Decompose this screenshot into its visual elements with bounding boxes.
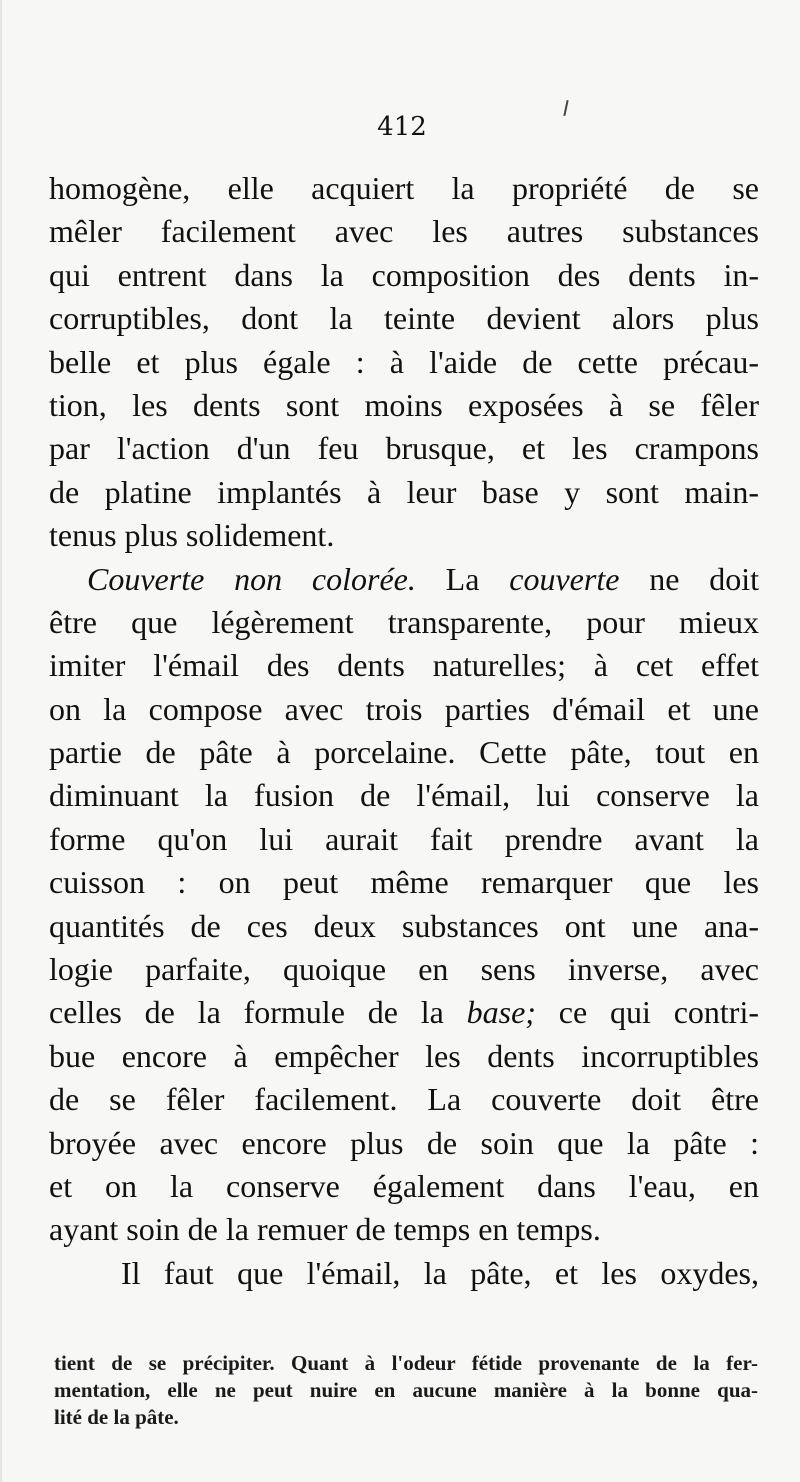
section-heading: Couverte non colorée. [87,560,416,597]
footnote [54,1350,758,1431]
text-line: imiter l'émail des dents naturelles; à cet effet [49,647,759,684]
text-line: de platine implantés à leur base y sont main- [49,473,759,510]
text-line: homogène, elle acquiert la propriété de se [49,170,759,206]
text-line: broyée avec encore plus de soin que la pâte : [49,1124,759,1161]
text-line: bue encore à empêcher les dents incorruptibles [49,1037,759,1074]
text-line: diminuant la fusion de l'émail, lui conserve la [49,777,759,814]
text-line: forme qu'on lui aurait fait prendre avant la [49,820,759,857]
footnote-line: mentation, elle ne peut nuire en aucune manière à la bonne qua- [54,1378,758,1402]
text-line: corruptibles, dont la teinte devient alors plus [49,300,759,337]
text-line: partie de pâte à porcelaine. Cette pâte, tout en [49,734,759,771]
text-line: on la compose avec trois parties d'émail et une [49,690,759,727]
text-line: Il faut que l'émail, la pâte, et les oxydes, [121,1254,759,1291]
text-line: et on la conserve également dans l'eau, en [49,1167,759,1204]
footnote-line: lité de la pâte. [54,1405,179,1429]
text-line: cuisson : on peut même remarquer que les [49,864,759,901]
footnote-line: tient de se précipiter. Quant à l'odeur fétide provenante de la fer- [54,1351,758,1375]
text-line: logie parfaite, quoique en sens inverse, avec [49,951,759,988]
text-line: de se fêler facilement. La couverte doit être [49,1081,759,1118]
text-line: quantités de ces deux substances ont une ana- [49,907,759,944]
text-line: tion, les dents sont moins exposées à se fêler [49,386,759,423]
section-heading-line: Couverte non colorée. La couverte ne doit [87,560,759,597]
text-line: celles de la formule de la base; ce qui contri- [49,994,759,1031]
main-text [49,167,759,1295]
text-line: ayant soin de la remuer de temps en temps. [49,1211,601,1248]
text-line: belle et plus égale : à l'aide de cette précau- [49,343,759,380]
text-line: par l'action d'un feu brusque, et les crampons [49,430,759,467]
text-line: mêler facilement avec les autres substances [49,213,759,250]
text-line: tenus plus solidement. [49,517,335,554]
page-number: 412 [377,112,427,142]
text-line: être que légèrement transparente, pour mieux [49,603,759,640]
text-line: qui entrent dans la composition des dents in- [49,256,759,293]
